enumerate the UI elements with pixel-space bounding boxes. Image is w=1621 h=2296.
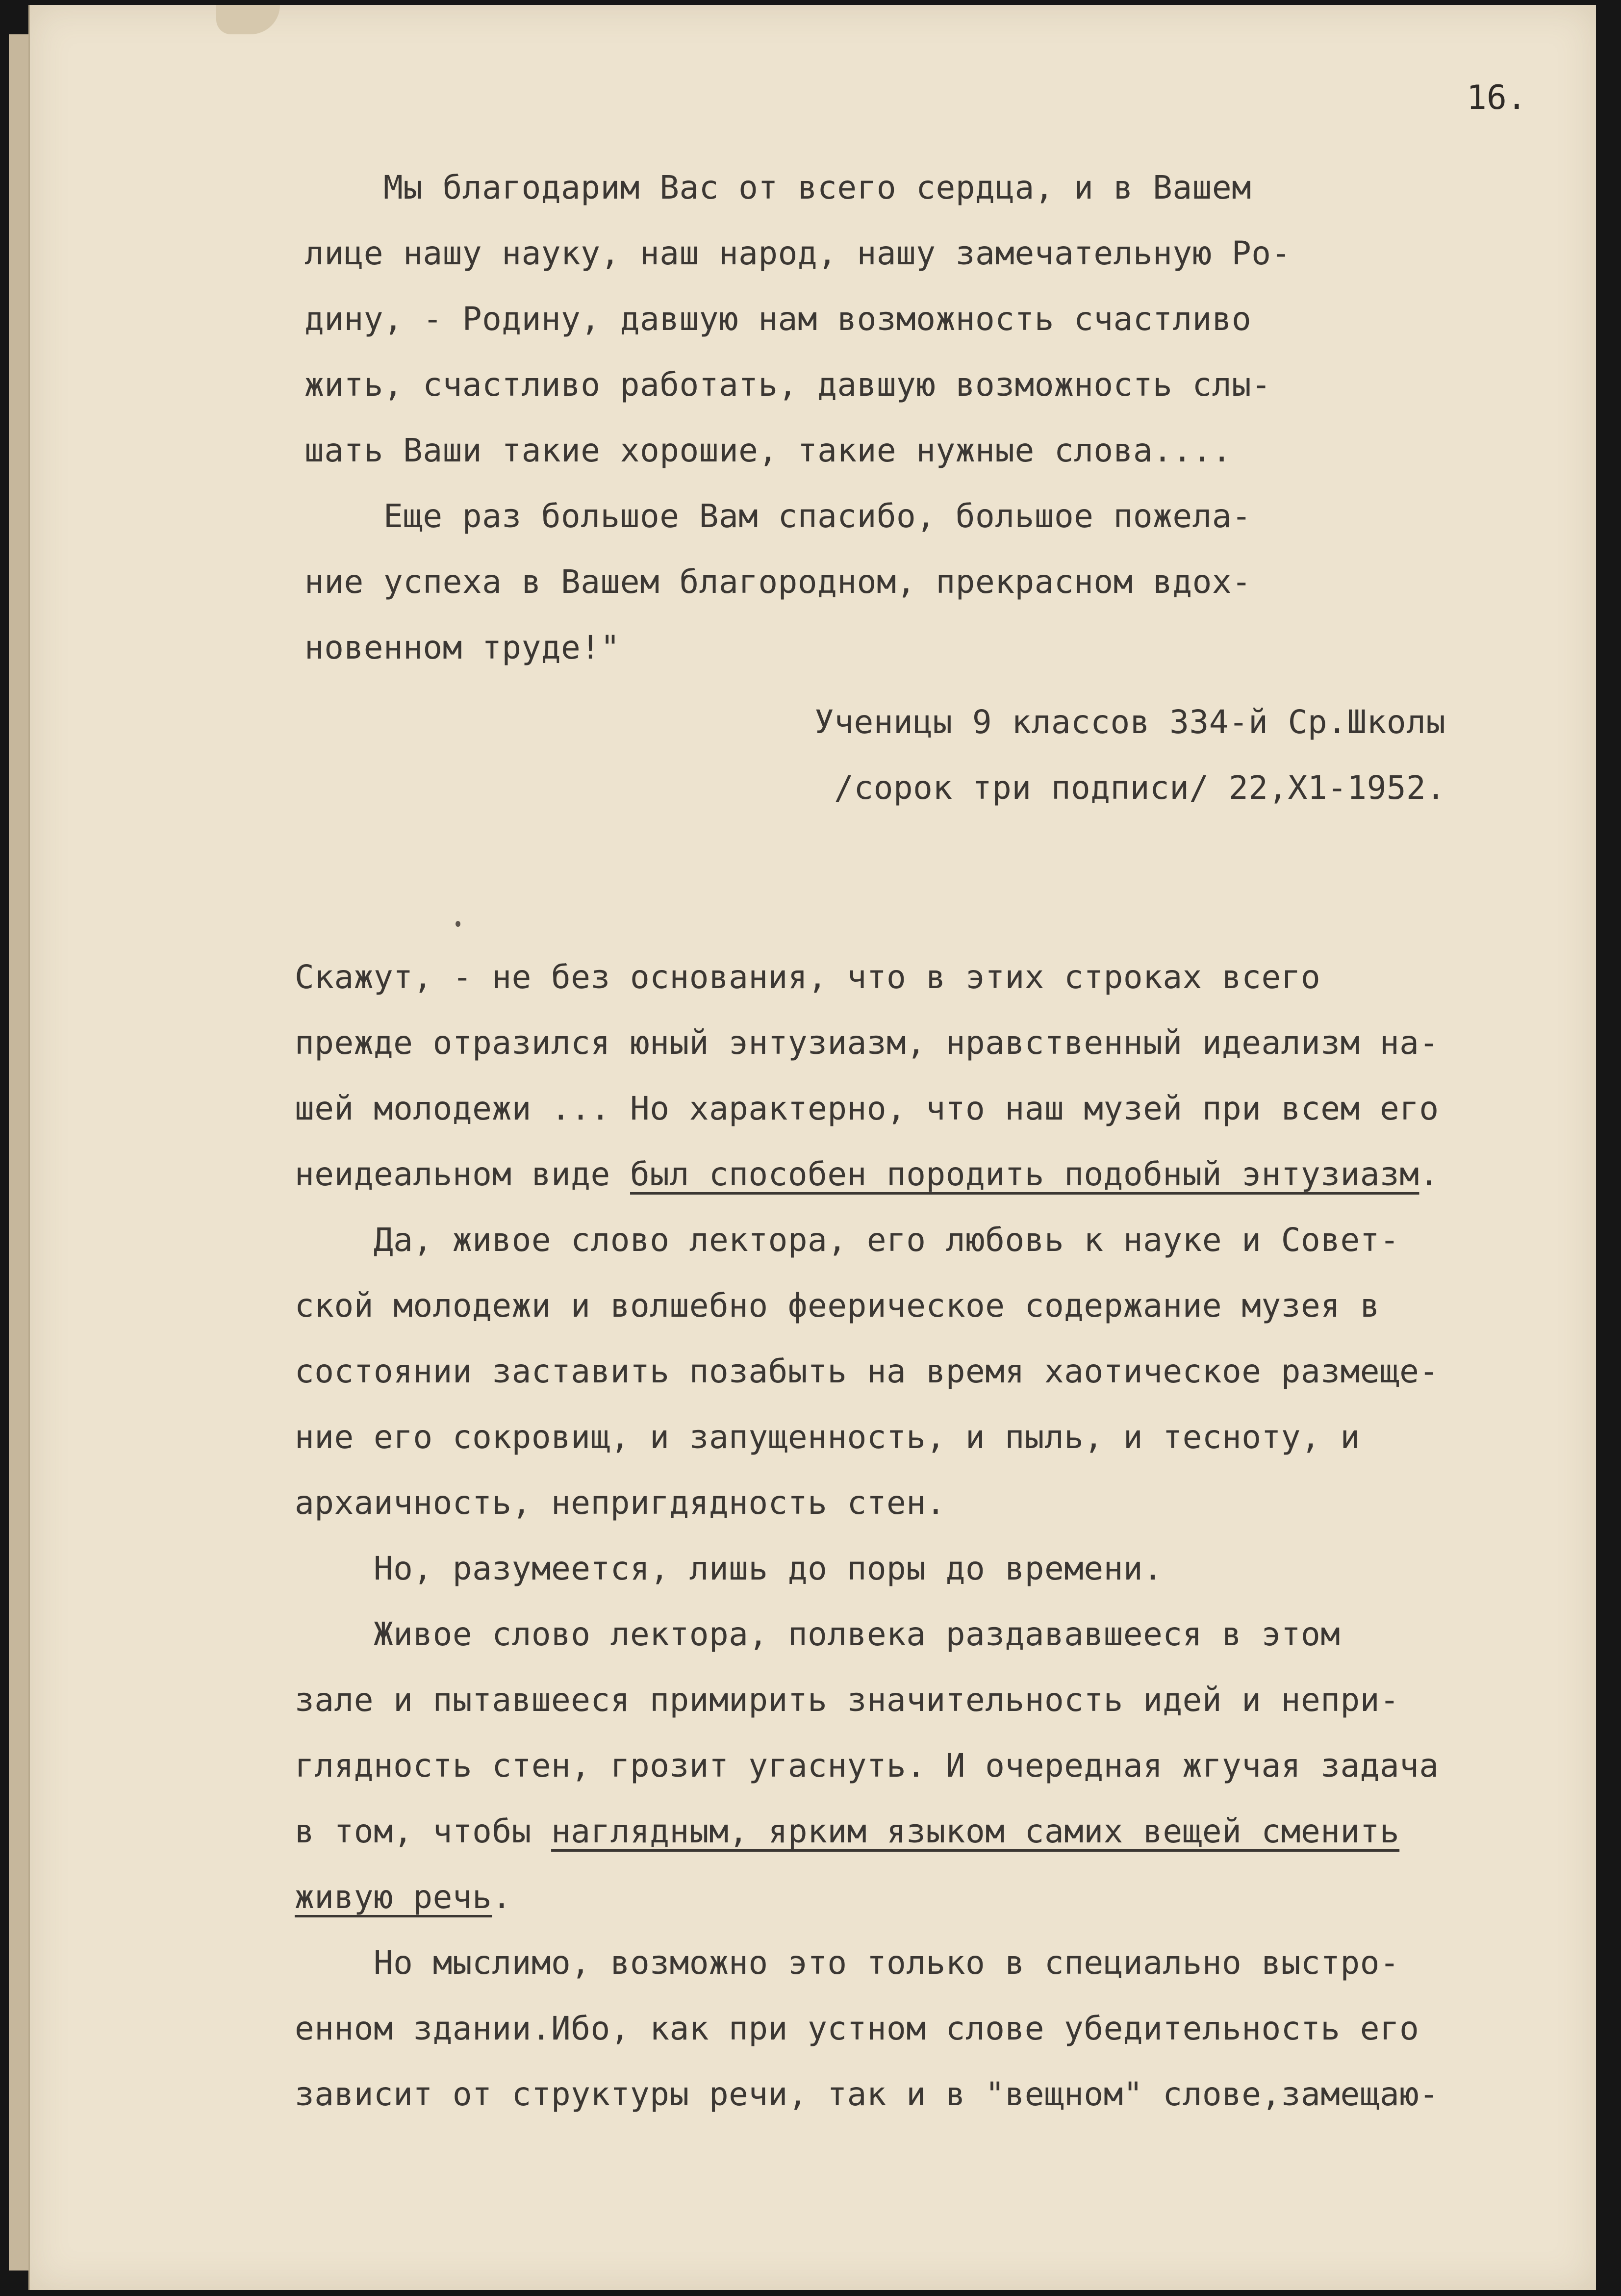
body-line: прежде отразился юный энтузиазм, нравственный идеализм на- bbox=[295, 1024, 1439, 1062]
body-line: шей молодежи ... Но характерно, что наш музей при всем его bbox=[295, 1090, 1439, 1127]
underlined-phrase: был способен породить подобный энтузиазм bbox=[630, 1155, 1419, 1193]
body-text bbox=[295, 958, 1439, 2144]
body-line: ской молодежи и волшебно феерическое содержание музея в bbox=[295, 1287, 1380, 1325]
body-line bbox=[295, 1812, 1439, 1881]
body-line: зале и пытавшееся примирить значительность идей и непри- bbox=[295, 1681, 1400, 1719]
body-line: состоянии заставить позабыть на время хаотическое размеще- bbox=[295, 1352, 1439, 1390]
body-line: Скажут, - не без основания, что в этих строках всего bbox=[295, 958, 1321, 996]
underlined-phrase: живую речь bbox=[295, 1878, 492, 1916]
body-line: Но, разумеется, лишь до поры до времени. bbox=[295, 1550, 1163, 1587]
body-line bbox=[295, 1155, 1439, 1224]
torn-corner bbox=[216, 5, 280, 34]
body-text-run: в том, чтобы bbox=[295, 1812, 552, 1850]
body-line: ние его сокровищ, и запущенность, и пыль, и тесноту, и bbox=[295, 1418, 1360, 1456]
letter-line: Еще раз большое Вам спасибо, большое пожела- bbox=[304, 497, 1252, 535]
letter-line: жить, счастливо работать, давшую возможность слы- bbox=[304, 366, 1271, 404]
letter-line: лице нашу науку, наш народ, нашу замечательную Ро- bbox=[304, 234, 1291, 272]
signature-line: Ученицы 9 классов 334-й Ср.Школы bbox=[814, 703, 1446, 741]
signature-line: /сорок три подписи/ 22,Х1-1952. bbox=[814, 769, 1446, 807]
page-number: 16. bbox=[1467, 78, 1527, 117]
typed-page bbox=[28, 5, 1596, 2290]
letter-line: Мы благодарим Вас от всего сердца, и в Вашем bbox=[304, 169, 1252, 206]
body-line: Но мыслимо, возможно это только в специально выстро- bbox=[295, 1944, 1400, 1982]
body-line: Живое слово лектора, полвека раздававшееся в этом bbox=[295, 1615, 1341, 1653]
body-line: Да, живое слово лектора, его любовь к науке и Совет- bbox=[295, 1221, 1400, 1259]
letter-quote bbox=[304, 169, 1291, 697]
letter-line: ние успеха в Вашем благородном, прекрасном вдох- bbox=[304, 563, 1252, 601]
body-line: глядность стен, грозит угаснуть. И очередная жгучая задача bbox=[295, 1747, 1439, 1785]
letter-line: дину, - Родину, давшую нам возможность счастливо bbox=[304, 300, 1252, 338]
letter-signature bbox=[814, 703, 1446, 838]
body-line bbox=[295, 1878, 1439, 1947]
body-line: енном здании.Ибо, как при устном слове убедительность его bbox=[295, 2010, 1419, 2047]
body-line: архаичность, непригдядность стен. bbox=[295, 1484, 946, 1522]
body-text-run: . bbox=[1419, 1155, 1439, 1193]
ink-speck bbox=[456, 921, 460, 927]
letter-line: новенном труде!" bbox=[304, 629, 620, 666]
body-text-run: . bbox=[492, 1878, 512, 1916]
underlined-phrase: наглядным, ярким языком самих вещей сменить bbox=[551, 1812, 1400, 1850]
body-line: зависит от структуры речи, так и в "вещном" слове,замещаю- bbox=[295, 2075, 1439, 2113]
body-text-run: неидеальном виде bbox=[295, 1155, 631, 1193]
letter-line: шать Ваши такие хорошие, такие нужные слова.... bbox=[304, 432, 1232, 469]
